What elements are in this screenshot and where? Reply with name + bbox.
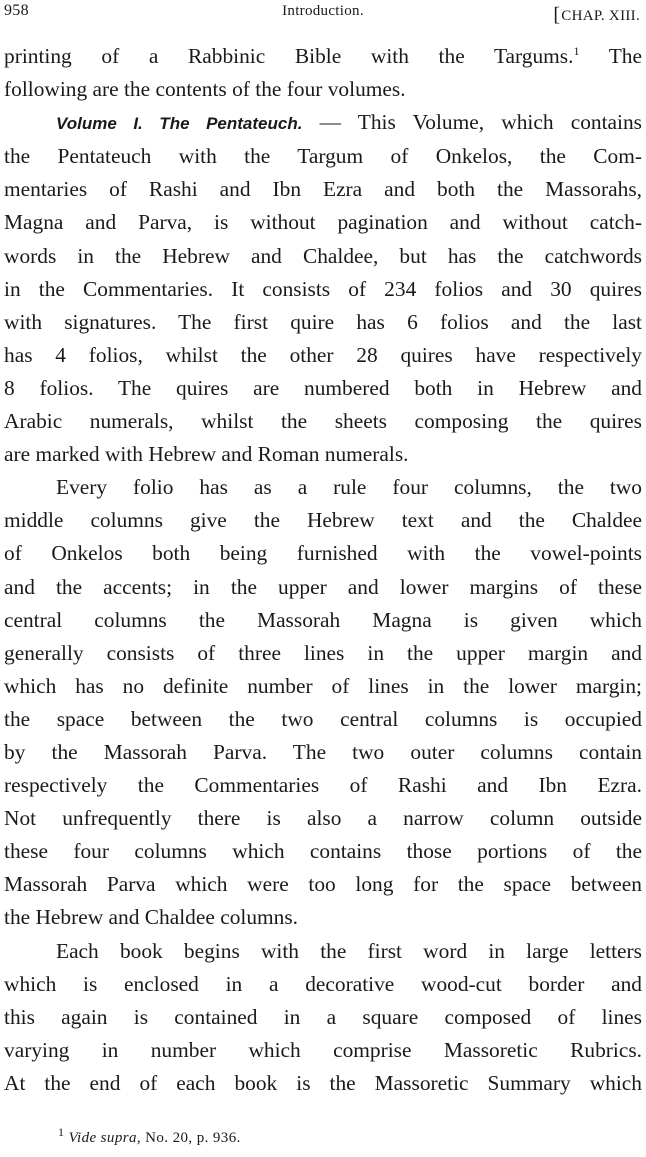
text-line: Every folio has as a rule four columns, the two — [56, 475, 642, 500]
text-line: which has no definite number of lines in the lower margin; — [4, 673, 642, 698]
text-line: Arabic numerals, whilst the sheets composing the quires — [4, 409, 642, 434]
chapter-bracket: [ — [553, 4, 561, 26]
footnote — [58, 1125, 241, 1147]
text-line: central columns the Massorah Magna is given which — [4, 607, 642, 632]
text-line: middle columns give the Hebrew text and the Chaldee — [4, 508, 642, 533]
running-header — [4, 0, 642, 26]
text-line: Massorah Parva which were too long for the space between — [4, 872, 642, 897]
text-line — [4, 106, 642, 140]
volume-heading: Volume I. The Pentateuch. — [56, 114, 303, 134]
running-title: Introduction. — [282, 3, 364, 19]
text-line: generally consists of three lines in the upper margin and — [4, 640, 642, 665]
text-line: with signatures. The first quire has 6 folios and the last — [4, 309, 642, 334]
footnote-italic: Vide supra, — [68, 1130, 142, 1146]
text-line: and the accents; in the upper and lower margins of these — [4, 574, 642, 599]
footnote-marker: 1 — [573, 43, 580, 58]
paragraph-books — [4, 935, 642, 1100]
text-line: respectively the Commentaries of Rashi and Ibn Ezra. — [4, 773, 642, 798]
text-line: of Onkelos both being furnished with the vowel-points — [4, 541, 642, 566]
text-line: the space between the two central columns is occupied — [4, 706, 642, 731]
text-segment: — This Volume, which contains — [302, 110, 642, 135]
text-line: this again is contained in a square composed of lines — [4, 1004, 642, 1029]
text-line: in the Commentaries. It consists of 234 folios and 30 quires — [4, 276, 642, 301]
footnote-text: No. 20, p. 936. — [141, 1130, 241, 1146]
page-number: 958 — [4, 2, 29, 19]
text-line: by the Massorah Parva. The two outer columns contain — [4, 739, 642, 764]
text-line: varying in number which comprise Massoretic Rubrics. — [4, 1037, 642, 1062]
text-segment: The — [579, 44, 642, 68]
paragraph-1 — [4, 40, 642, 106]
text-line: Each book begins with the first word in large letters — [56, 938, 642, 963]
text-line: the Hebrew and Chaldee columns. — [4, 905, 299, 930]
text-line: these four columns which contains those portions of the — [4, 839, 642, 864]
paragraph-columns — [4, 471, 642, 934]
text-line: following are the contents of the four volumes. — [4, 77, 406, 102]
text-line: At the end of each book is the Massoretic Summary which — [4, 1070, 642, 1095]
chapter-label — [553, 3, 640, 26]
text-line: has 4 folios, whilst the other 28 quires have respectively — [4, 342, 642, 367]
text-line: mentaries of Rashi and Ibn Ezra and both the Massorahs, — [4, 177, 642, 202]
main-text — [4, 40, 642, 1100]
text-line: are marked with Hebrew and Roman numerals. — [4, 442, 409, 467]
text-line: words in the Hebrew and Chaldee, but has the catchwords — [4, 243, 642, 268]
text-segment: printing of a Rabbinic Bible with the Targums. — [4, 44, 574, 68]
text-line — [4, 40, 642, 73]
text-line: Magna and Parva, is without pagination and without catch- — [4, 210, 642, 235]
text-line: the Pentateuch with the Targum of Onkelos, the Com- — [4, 144, 642, 169]
text-line: Not unfrequently there is also a narrow column outside — [4, 806, 642, 831]
text-line: which is enclosed in a decorative wood-cut border and — [4, 971, 642, 996]
text-line: 8 folios. The quires are numbered both in Hebrew and — [4, 375, 642, 400]
paragraph-volume-1 — [4, 106, 642, 471]
footnote-number: 1 — [58, 1125, 65, 1139]
chapter-text: CHAP. XIII. — [561, 8, 640, 24]
